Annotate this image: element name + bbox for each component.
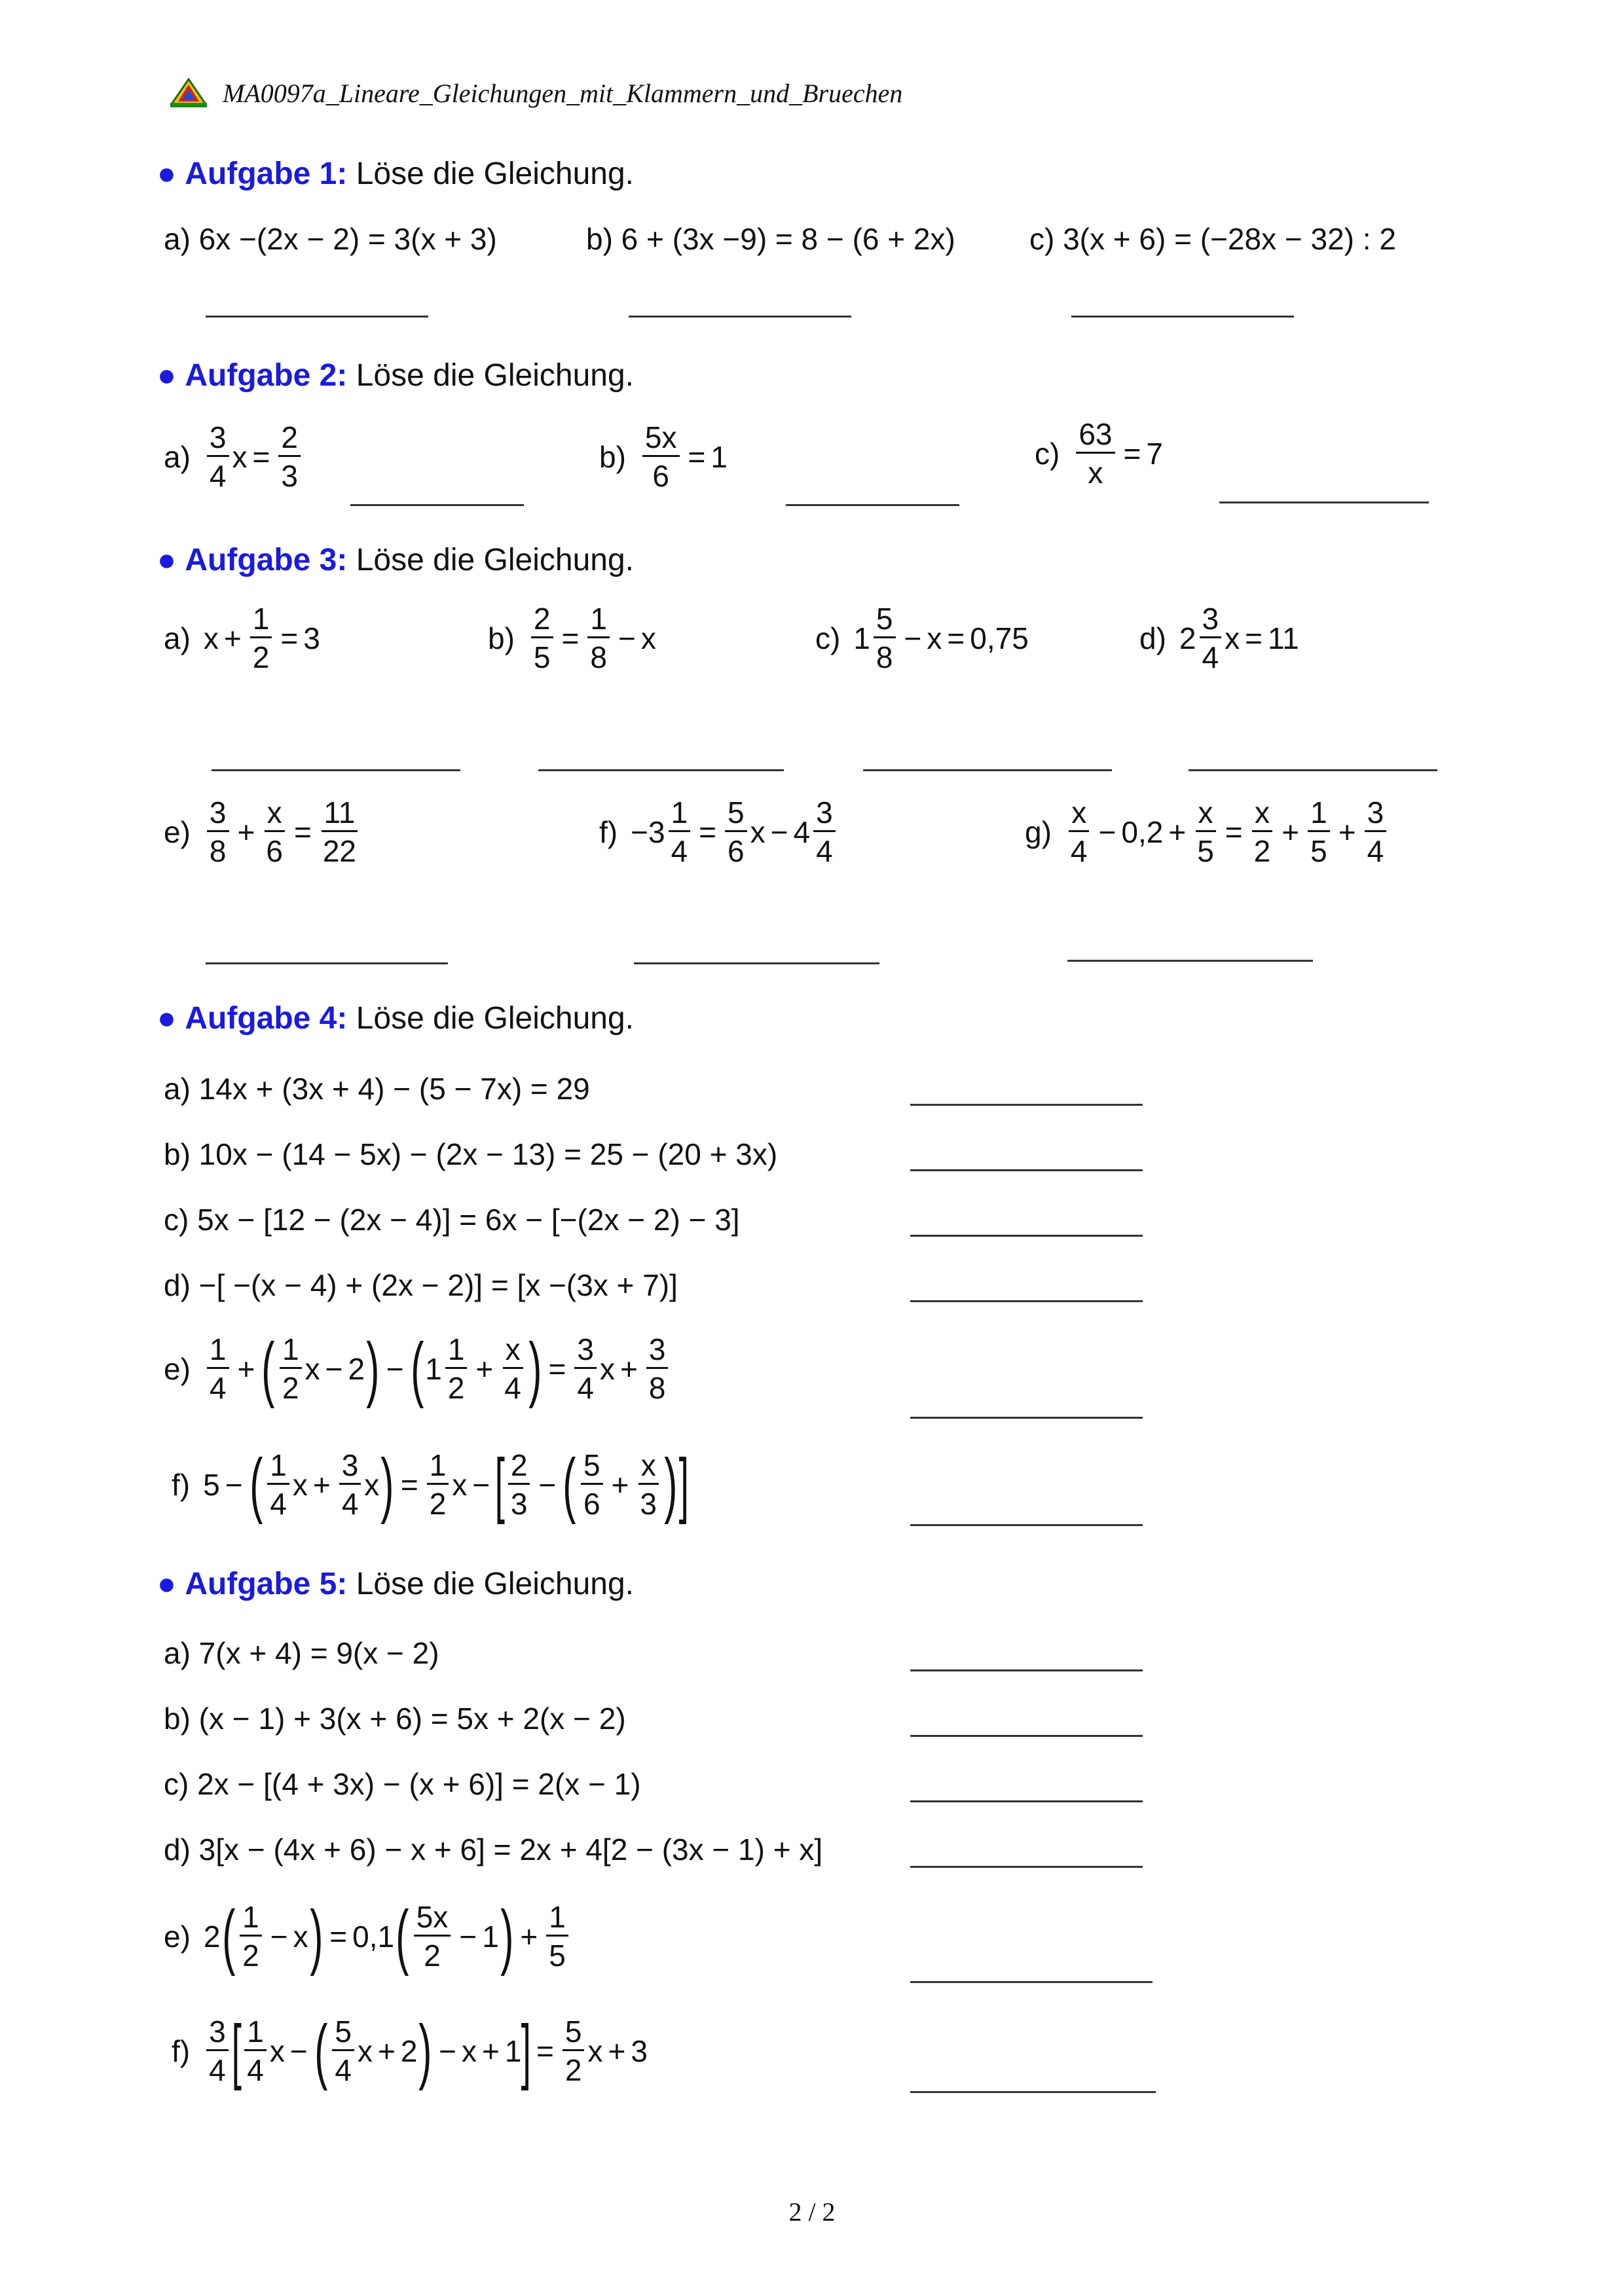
equation-3e: e) $\frac{3}{8}$ + $\frac{x}{6}$ = $\frac{11}{22}$	[164, 797, 362, 866]
answer-line-3b[interactable]	[538, 769, 784, 771]
task-instruction: Löse die Gleichung.	[356, 1567, 634, 1601]
answer-line-5c[interactable]	[910, 1800, 1143, 1802]
task-4-heading	[157, 1000, 634, 1036]
answer-line-4c[interactable]	[910, 1235, 1143, 1237]
document-filename: MA0097a_Lineare_Gleichungen_mit_Klammern_und_Bruechen	[223, 78, 903, 108]
equation-5e: e) 2 ( $\frac{1}{2}$ − x ) = 0,1 ( $\frac{5x}{2}$ − 1 ) + $\frac{1}{5}$	[164, 1902, 572, 1971]
equation-1b: b) 6 + (3x −9) = 8 − (6 + 2x)	[586, 222, 955, 256]
equation-3f: f) −3 $\frac{1}{4}$ = $\frac{5}{6}$ x − 4 $\frac{3}{4}$	[599, 797, 839, 866]
equation-4a: a) 14x + (3x + 4) − (5 − 7x) = 29	[164, 1072, 590, 1106]
answer-line-1b[interactable]	[629, 316, 851, 318]
task-instruction: Löse die Gleichung.	[356, 1001, 634, 1036]
equation-5c: c) 2x − [(4 + 3x) − (x + 6)] = 2(x − 1)	[164, 1767, 641, 1801]
answer-line-4d[interactable]	[910, 1300, 1143, 1302]
equation-4b: b) 10x − (14 − 5x) − (2x − 13) = 25 − (20 + 3x)	[164, 1137, 778, 1171]
task-label: Aufgabe 3:	[185, 543, 348, 577]
task-5-heading	[157, 1566, 634, 1602]
answer-line-4a[interactable]	[910, 1104, 1143, 1106]
answer-line-3g[interactable]	[1067, 960, 1313, 962]
answer-line-2c[interactable]	[1219, 501, 1429, 503]
answer-line-1c[interactable]	[1071, 316, 1294, 318]
bullet-icon: ●	[157, 1001, 176, 1036]
answer-line-5e[interactable]	[910, 1981, 1153, 1983]
equation-5a: a) 7(x + 4) = 9(x − 2)	[164, 1636, 439, 1670]
equation-1a: a) 6x −(2x − 2) = 3(x + 3)	[164, 222, 497, 256]
equation-4d: d) −[ −(x − 4) + (2x − 2)] = [x −(3x + 7)]	[164, 1268, 678, 1302]
equation-3b: b) $\frac{2}{5}$ = $\frac{1}{8}$ − x	[488, 602, 656, 674]
page-number: 2 / 2	[788, 2197, 836, 2227]
logo-icon	[169, 78, 208, 108]
task-instruction: Löse die Gleichung.	[356, 543, 634, 577]
bullet-icon: ●	[157, 156, 176, 191]
equation-2c: c) $\frac{63}{x}$ = 7	[1035, 417, 1163, 490]
task-2-heading	[157, 357, 634, 393]
equation-5f: f) $\frac{3}{4}$ [ $\frac{1}{4}$ x − ( $\frac{5}{4}$ x + 2 ) − x + 1 ] = $\frac{5}{2}$ x + 3	[172, 2010, 648, 2091]
task-instruction: Löse die Gleichung.	[356, 156, 634, 191]
equation-3g: g) $\frac{x}{4}$ − 0,2 + $\frac{x}{5}$ = $\frac{x}{2}$ + $\frac{1}{5}$ + $\frac{3}{4}$	[1025, 797, 1390, 866]
answer-line-5d[interactable]	[910, 1866, 1143, 1868]
answer-line-2b[interactable]	[786, 504, 959, 506]
equation-4f: f) 5 − ( $\frac{1}{4}$ x + $\frac{3}{4}$ x ) = $\frac{1}{2}$ x − [ $\frac{2}{3}$ − ( $\frac{5}{6}$ + $\frac{x}{3}$ ) ]	[172, 1444, 689, 1525]
task-label: Aufgabe 1:	[185, 156, 348, 191]
answer-line-3c[interactable]	[863, 769, 1112, 771]
answer-line-1a[interactable]	[206, 316, 428, 318]
answer-line-5a[interactable]	[910, 1669, 1143, 1671]
page-header	[169, 73, 902, 113]
task-3-heading	[157, 542, 634, 578]
bullet-icon: ●	[157, 1567, 176, 1601]
equation-5d: d) 3[x − (4x + 6) − x + 6] = 2x + 4[2 − (3x − 1) + x]	[164, 1832, 823, 1867]
answer-line-3f[interactable]	[634, 962, 879, 964]
answer-line-4e[interactable]	[910, 1417, 1143, 1419]
task-instruction: Löse die Gleichung.	[356, 358, 634, 393]
answer-line-5b[interactable]	[910, 1735, 1143, 1737]
equation-2b: b) $\frac{5x}{6}$ = 1	[599, 420, 728, 493]
equation-4e: e) $\frac{1}{4}$ + ( $\frac{1}{2}$ x − 2 ) − ( 1 $\frac{1}{2}$ + $\frac{x}{4}$ ) = $\frac{3}{4}$ x + $\frac{3}{8}$	[164, 1334, 671, 1403]
answer-line-5f[interactable]	[910, 2091, 1156, 2093]
task-label: Aufgabe 2:	[185, 358, 348, 393]
answer-line-4b[interactable]	[910, 1169, 1143, 1171]
answer-line-3a[interactable]	[212, 769, 460, 771]
equation-1c: c) 3(x + 6) = (−28x − 32) : 2	[1029, 222, 1396, 256]
task-label: Aufgabe 5:	[185, 1567, 348, 1601]
answer-line-2a[interactable]	[350, 504, 524, 506]
task-label: Aufgabe 4:	[185, 1001, 348, 1036]
equation-5b: b) (x − 1) + 3(x + 6) = 5x + 2(x − 2)	[164, 1702, 626, 1736]
equation-4c: c) 5x − [12 − (2x − 4)] = 6x − [−(2x − 2) − 3]	[164, 1203, 740, 1237]
equation-2a: a) $\frac{3}{4}$ x = $\frac{2}{3}$	[164, 422, 304, 491]
answer-line-3e[interactable]	[206, 962, 448, 964]
equation-3c: c) 1 $\frac{5}{8}$ − x = 0,75	[815, 602, 1029, 674]
answer-line-3d[interactable]	[1189, 769, 1437, 771]
bullet-icon: ●	[157, 358, 176, 393]
task-1-heading	[157, 156, 634, 192]
answer-line-4f[interactable]	[910, 1524, 1143, 1526]
equation-3a: a) x + $\frac{1}{2}$ = 3	[164, 602, 320, 674]
equation-3d: d) 2 $\frac{3}{4}$ x = 11	[1139, 602, 1299, 674]
bullet-icon: ●	[157, 543, 176, 577]
